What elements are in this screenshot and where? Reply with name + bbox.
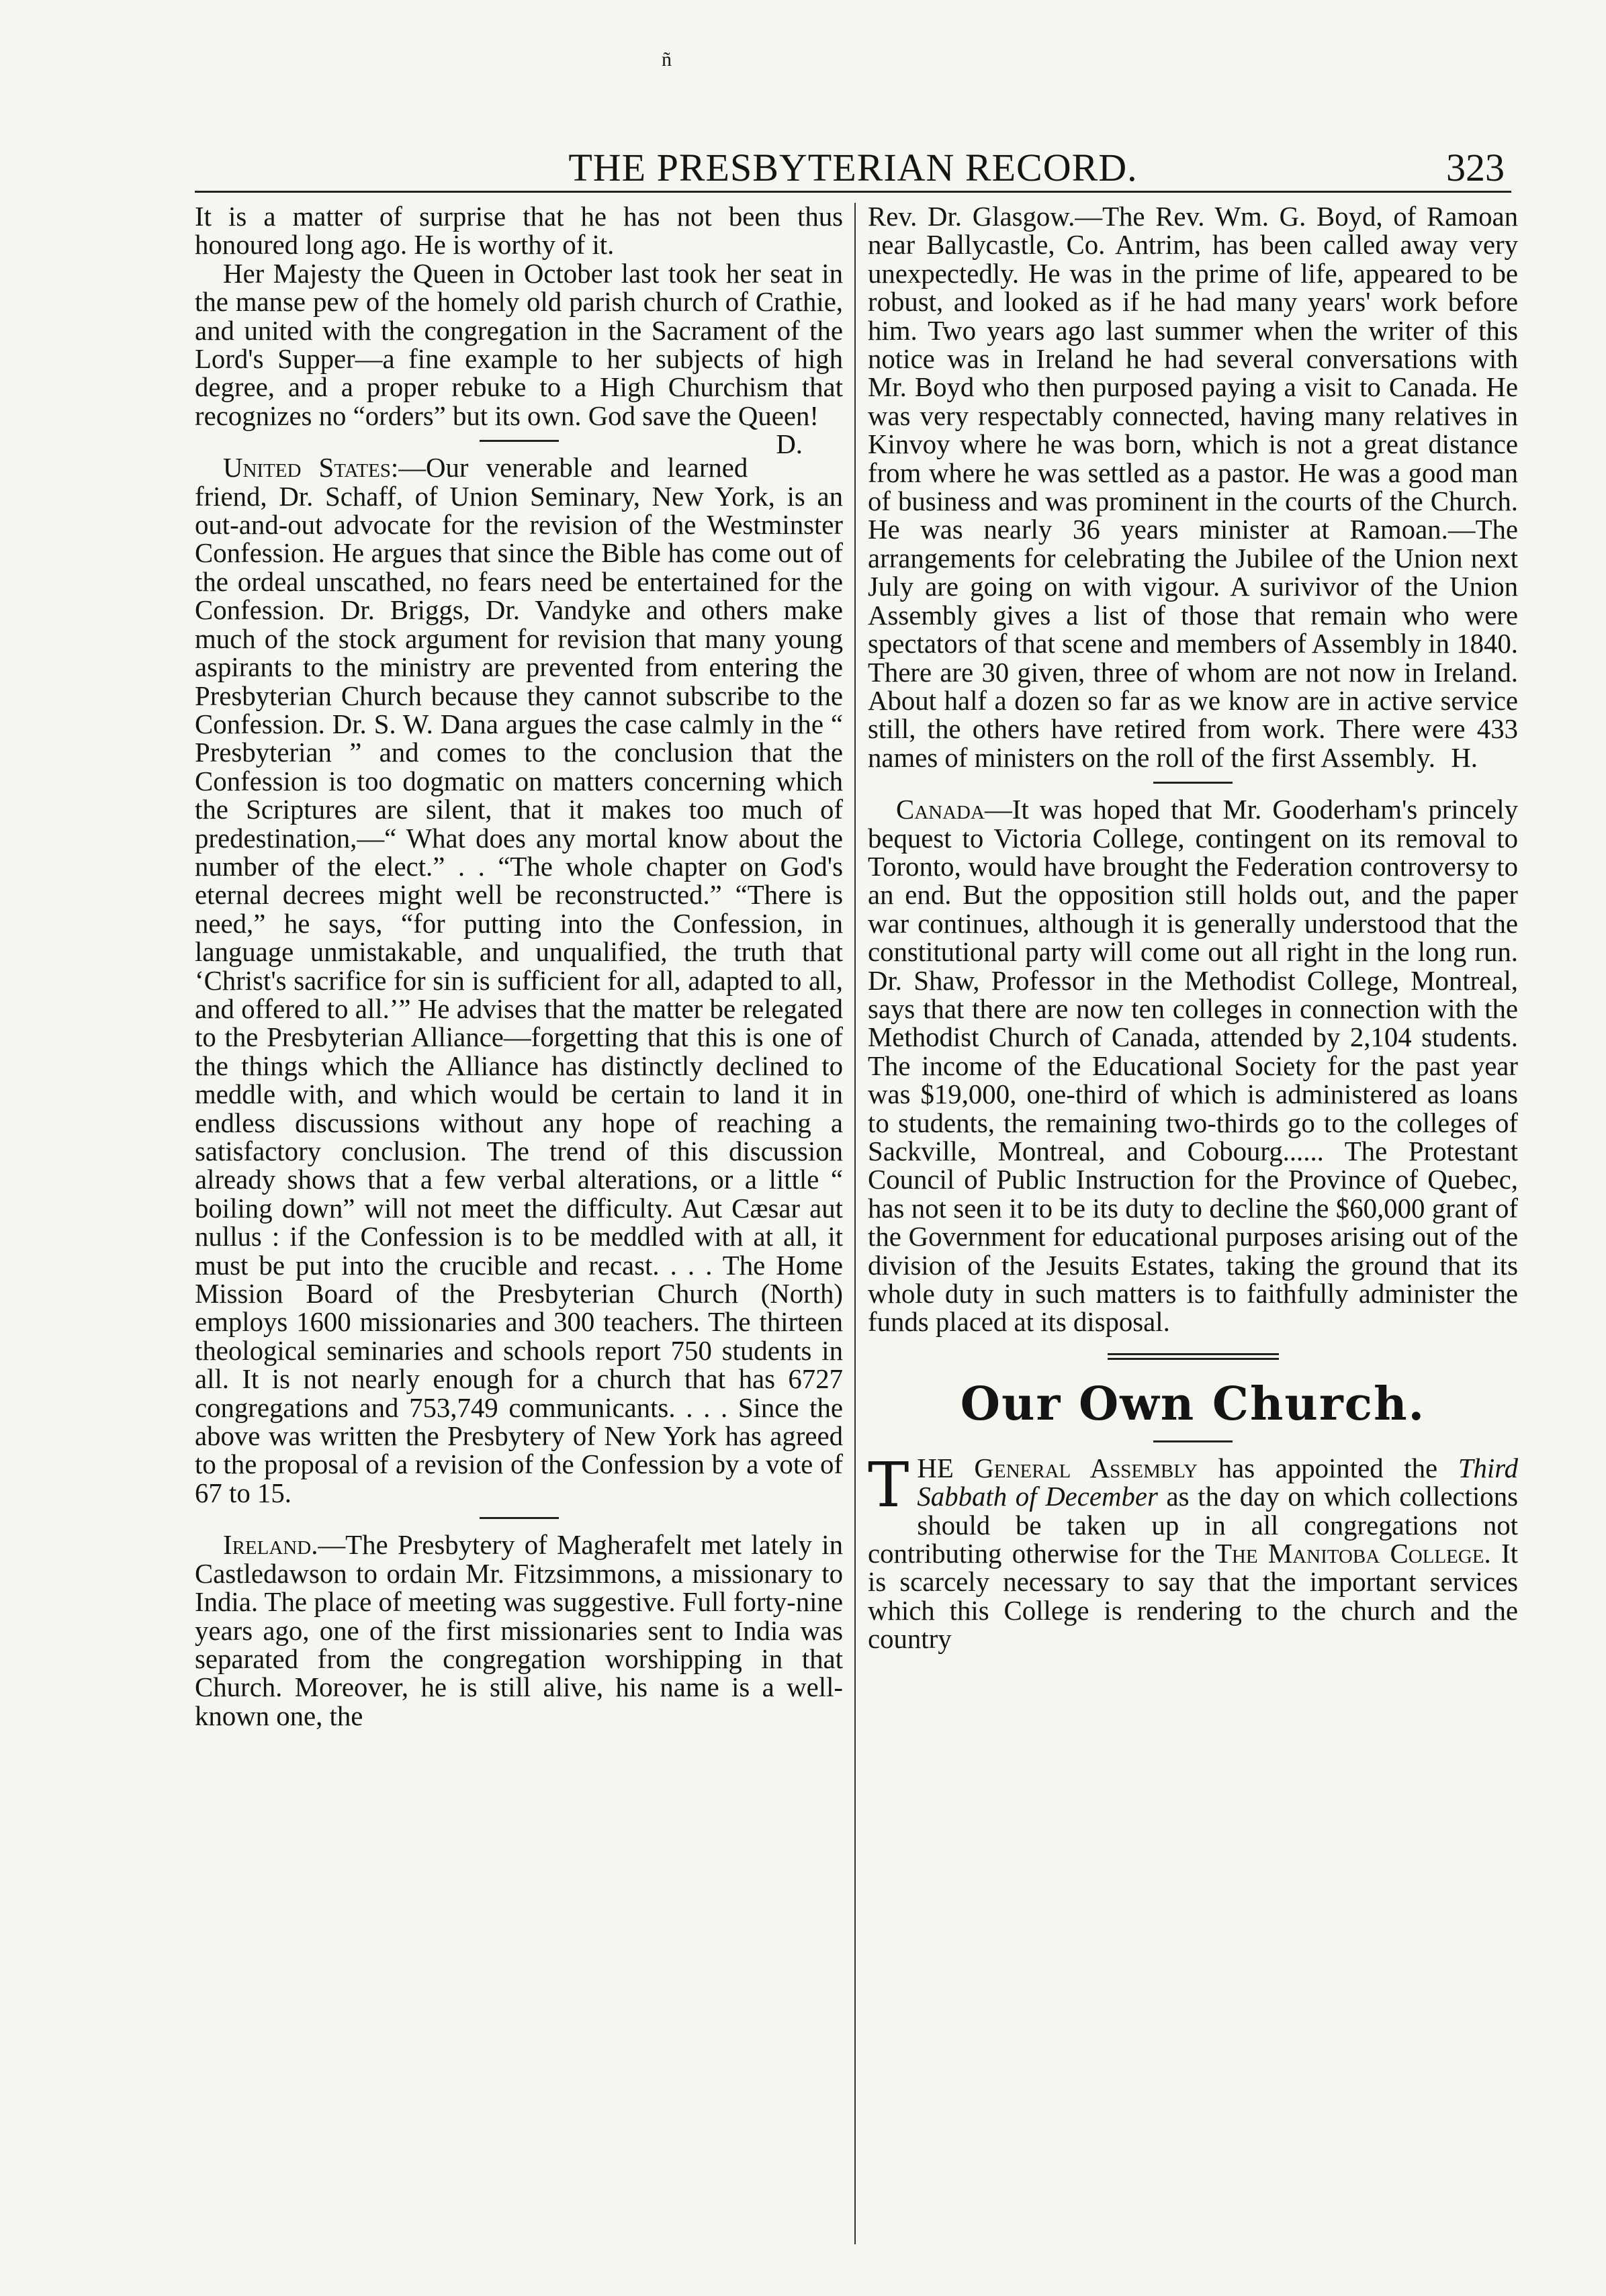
united-states-heading: United States bbox=[223, 453, 391, 484]
page-number: 323 bbox=[1446, 146, 1505, 189]
manitoba-college: The Manitoba College bbox=[1214, 1539, 1484, 1569]
assembly-text-2: as the day on which collections should be taken up in all congregations not contributing otherwise for the bbox=[868, 1481, 1518, 1569]
queen-paragraph-2-text: Her Majesty the Queen in October last took her seat in the manse pew of the homely old parish church of Crathie, and united with the congregation in the Sacrament of the Lord's Supper—a fine example to her subjects of high degree, and a proper rebuke to a High Churchism that recognizes no “orders” but its own. God save the Queen! bbox=[195, 258, 843, 431]
canada-paragraph bbox=[868, 796, 1518, 1337]
general-assembly-paragraph bbox=[868, 1449, 1518, 1655]
double-rule bbox=[1108, 1353, 1279, 1360]
page-title: THE PRESBYTERIAN RECORD. bbox=[568, 146, 1138, 189]
assembly-text-1: has appointed the bbox=[1198, 1453, 1458, 1483]
queen-paragraph-2 bbox=[195, 258, 843, 460]
queen-paragraph-1: It is a matter of surprise that he has not been thus honoured long ago. He is worthy of it. bbox=[195, 201, 843, 261]
section-title-our-own-church: Our Own Church. bbox=[960, 1377, 1426, 1431]
left-column bbox=[195, 203, 843, 1731]
signature-h: H. bbox=[1451, 742, 1478, 773]
column-divider bbox=[854, 203, 856, 2244]
ireland-heading: Ireland bbox=[223, 1530, 312, 1561]
assembly-text-3: . It is scarcely necessary to say that the important services which this College is rendering to the church and the country bbox=[868, 1539, 1518, 1655]
drop-cap-letter: T bbox=[868, 1449, 909, 1521]
section-rule bbox=[1153, 782, 1233, 784]
ireland-continuation-text: Rev. Dr. Glasgow.—The Rev. Wm. G. Boyd, of Ramoan near Ballycastle, Co. Antrim, has been called away very unexpectedly. He was in the prime of life, appeared to be robust, and looked as if he had many years' work before him. Two years ago last summer when the writer of this notice was in Ireland he had several conversations with Mr. Boyd who then purposed paying a visit to Canada. He was very respectably connected, having many relatives in Kinvoy where he was born, which is not a great distance from where he was settled as a pastor. He was a good man of business and was prominent in the courts of the Church. He was nearly 36 years minister at Ramoan.—The arrangements for celebrating the Jubilee of the Union next July are going on with vigour. A surivivor of the Union Assembly gives a list of those that remain who were spectators of that scene and members of Assembly in 1840. There are 30 given, three of whom are not now in Ireland. About half a dozen so far as we know are in active service still, the others have retired from work. There were 433 names of ministers on the roll of the first Assembly. bbox=[868, 201, 1518, 773]
canada-body: —It was hoped that Mr. Gooderham's princely bequest to Victoria College, contingent on its removal to Toronto, would have brought the Federation controversy to an end. But the opposition still holds out, and the paper war continues, although it is generally understood that the constitutional party will come out all right in the long run. Dr. Shaw, Professor in the Methodist College, Montreal, says that there are now ten colleges in connection with the Methodist Church of Canada, attended by 2,104 students. The income of the Educational Society for the past year was $19,000, one-third of which is administered as loans to students, the remaining two-thirds go to the colleges of Sackville, Montreal, and Cobourg...... The Protestant Council of Public Instruction for the Province of Quebec, has not seen it to be its duty to decline the $60,000 grant of the Government for educational purposes arising out of the division of the Jesuits Estates, taking the ground that its whole duty in such matters is to faithfully administer the funds placed at its disposal. bbox=[868, 794, 1518, 1338]
general-assembly-lead: HE General Assembly bbox=[917, 1453, 1198, 1483]
ireland-paragraph bbox=[195, 1531, 843, 1731]
section-rule bbox=[480, 1517, 559, 1519]
united-states-paragraph bbox=[195, 454, 843, 1508]
section-rule bbox=[1153, 1440, 1233, 1442]
right-column bbox=[868, 203, 1518, 1654]
third-sabbath-italic: Third Sabbath of December bbox=[917, 1453, 1518, 1512]
canada-heading: Canada bbox=[896, 794, 985, 825]
ireland-continuation bbox=[868, 203, 1518, 772]
section-rule bbox=[480, 440, 559, 442]
stray-print-mark: ñ bbox=[662, 48, 672, 71]
signature-d: D. bbox=[776, 429, 803, 460]
united-states-body: :—Our venerable and learned friend, Dr. Schaff, of Union Seminary, New York, is an out-and-out advocate for the revision of the Westminster Confession. He argues that since the Bible has come out of the ordeal unscathed, no fears need be entertained for the Confession. Dr. Briggs, Dr. Vandyke and others make much of the stock argument for revision that many young aspirants to the ministry are prevented from entering the Presbyterian Church because they cannot subscribe to the Confession. Dr. S. W. Dana argues the case calmly in the “ Presbyterian ” and comes to the conclusion that the Confession is too dogmatic on matters concerning which the Scriptures are silent, that it makes too much of predestination,—“ What does any mortal know about the number of the elect.” . . “The whole chapter on God's eternal decrees might well be reconstructed.” “There is need,” he says, “for putting into the Confession, in language unmistakable, and unqualified, the truth that ‘Christ's sacrifice for sin is sufficient for all, adapted to all, and offered to all.’” He advises that the matter be relegated to the Presbyterian Alliance—forgetting that this is one of the things which the Alliance has distinctly declined to meddle with, and which would be certain to land it in endless discussions without any hope of reaching a satisfactory conclusion. The trend of this discussion already shows that a few verbal alterations, or a little “ boiling down” will not meet the difficulty. Aut Cæsar aut nullus : if the Confession is to be meddled with at all, it must be put into the crucible and recast. . . . The Home Mission Board of the Presbyterian Church (North) employs 1600 missionaries and 300 teachers. The thirteen theological seminaries and schools report 750 students in all. It is not nearly enough for a church that has 6727 congregations and 753,749 communicants. . . . Since the above was written the Presbytery of New York has agreed to the proposal of a revision of the Confession by a vote of 67 to 15. bbox=[195, 453, 843, 1508]
ireland-body: .—The Presbytery of Magherafelt met lately in Castledawson to ordain Mr. Fitzsimmons, a missionary to India. The place of meeting was suggestive. Full forty-nine years ago, one of the first missionaries sent to India was separated from the congregation worshipping in that Church. Moreover, he is still alive, his name is a well-known one, the bbox=[195, 1530, 843, 1731]
running-header bbox=[195, 134, 1511, 193]
